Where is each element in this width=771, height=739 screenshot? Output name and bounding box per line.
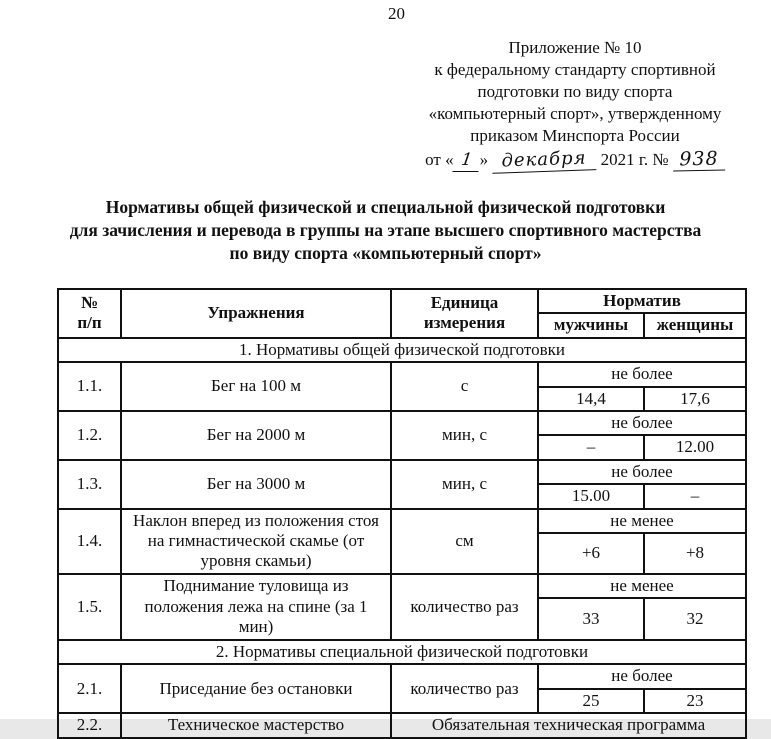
table-row-1-5 <box>58 574 746 598</box>
header-num-line2: п/п <box>77 313 102 333</box>
row-exercise: Техническое мастерство <box>121 713 391 737</box>
header-women: женщины <box>644 313 746 337</box>
row-num: 1.5. <box>58 574 121 640</box>
table-header-row <box>58 289 746 313</box>
row-value-women: 32 <box>644 598 746 640</box>
row-num: 1.4. <box>58 509 121 574</box>
date-prefix: от « <box>425 150 454 169</box>
norms-table <box>57 288 747 739</box>
table-row-2-2 <box>58 713 746 737</box>
row-exercise: Наклон вперед из положения стоя на гимнастической скамье (от уровня скамьи) <box>121 509 391 574</box>
header-num-line1: № <box>80 293 99 312</box>
row-value-women: 17,6 <box>644 387 746 411</box>
title-line-3: по виду спорта «компьютерный спорт» <box>229 243 542 263</box>
row-unit: количество раз <box>391 574 538 640</box>
appendix-line-4: «компьютерный спорт», утвержденному <box>428 104 722 123</box>
appendix-line-2: к федеральному стандарту спортивной <box>434 60 716 79</box>
row-value-men: 15.00 <box>538 484 644 508</box>
row-condition: не менее <box>538 509 746 534</box>
appendix-date-line <box>404 148 746 172</box>
row-num: 2.1. <box>58 664 121 713</box>
section-2-row <box>58 640 746 664</box>
document-title <box>0 196 771 265</box>
row-exercise: Бег на 3000 м <box>121 460 391 509</box>
table-row-1-2 <box>58 411 746 435</box>
date-after-day: » <box>479 150 489 169</box>
appendix-line-5: приказом Минспорта России <box>470 126 680 145</box>
table-row-2-1 <box>58 664 746 688</box>
row-exercise: Приседание без остановки <box>121 664 391 713</box>
row-value-men: 25 <box>538 689 644 713</box>
row-value-men: +6 <box>538 533 644 574</box>
row-num: 1.1. <box>58 362 121 411</box>
appendix-line-1: Приложение № 10 <box>508 38 642 57</box>
row-value-women: 12.00 <box>644 435 746 459</box>
row-condition: не менее <box>538 574 746 598</box>
section-1-title: 1. Нормативы общей физической подготовки <box>58 338 746 362</box>
appendix-block <box>404 37 746 172</box>
row-value-women: +8 <box>644 533 746 574</box>
page-number: 20 <box>388 4 405 23</box>
row-value-men: 14,4 <box>538 387 644 411</box>
row-condition: не более <box>538 411 746 435</box>
table-row-1-4 <box>58 509 746 534</box>
row-exercise: Поднимание туловища из положения лежа на спине (за 1 мин) <box>121 574 391 640</box>
handwritten-month: декабря <box>492 147 597 174</box>
header-unit <box>391 289 538 338</box>
row-unit: с <box>391 362 538 411</box>
row-exercise: Бег на 100 м <box>121 362 391 411</box>
header-norm: Норматив <box>538 289 746 313</box>
row-exercise: Бег на 2000 м <box>121 411 391 460</box>
date-year: 2021 г. № <box>600 150 669 169</box>
header-num <box>58 289 121 338</box>
row-unit: мин, с <box>391 460 538 509</box>
section-1-row <box>58 338 746 362</box>
title-line-2: для зачисления и перевода в группы на этапе высшего спортивного мастерства <box>69 220 702 240</box>
handwritten-day: 1 <box>452 149 481 172</box>
row-condition: не более <box>538 362 746 386</box>
row-num: 1.2. <box>58 411 121 460</box>
row-num: 2.2. <box>58 713 121 737</box>
header-men: мужчины <box>538 313 644 337</box>
row-condition: не более <box>538 664 746 688</box>
row-value-men: 33 <box>538 598 644 640</box>
header-exercise: Упражнения <box>121 289 391 338</box>
row-value-women: 23 <box>644 689 746 713</box>
handwritten-order-number: 938 <box>673 148 725 172</box>
row-unit: см <box>391 509 538 574</box>
appendix-line-3: подготовки по виду спорта <box>477 82 673 101</box>
section-2-title: 2. Нормативы специальной физической подготовки <box>58 640 746 664</box>
row-value-men: – <box>538 435 644 459</box>
row-program: Обязательная техническая программа <box>391 713 746 737</box>
row-unit: количество раз <box>391 664 538 713</box>
table-row-1-1 <box>58 362 746 386</box>
row-num: 1.3. <box>58 460 121 509</box>
header-unit-line2: измерения <box>423 313 506 333</box>
row-unit: мин, с <box>391 411 538 460</box>
header-unit-line1: Единица <box>430 293 499 312</box>
row-value-women: – <box>644 484 746 508</box>
table-row-1-3 <box>58 460 746 484</box>
row-condition: не более <box>538 460 746 484</box>
title-line-1: Нормативы общей физической и специальной физической подготовки <box>105 197 666 217</box>
